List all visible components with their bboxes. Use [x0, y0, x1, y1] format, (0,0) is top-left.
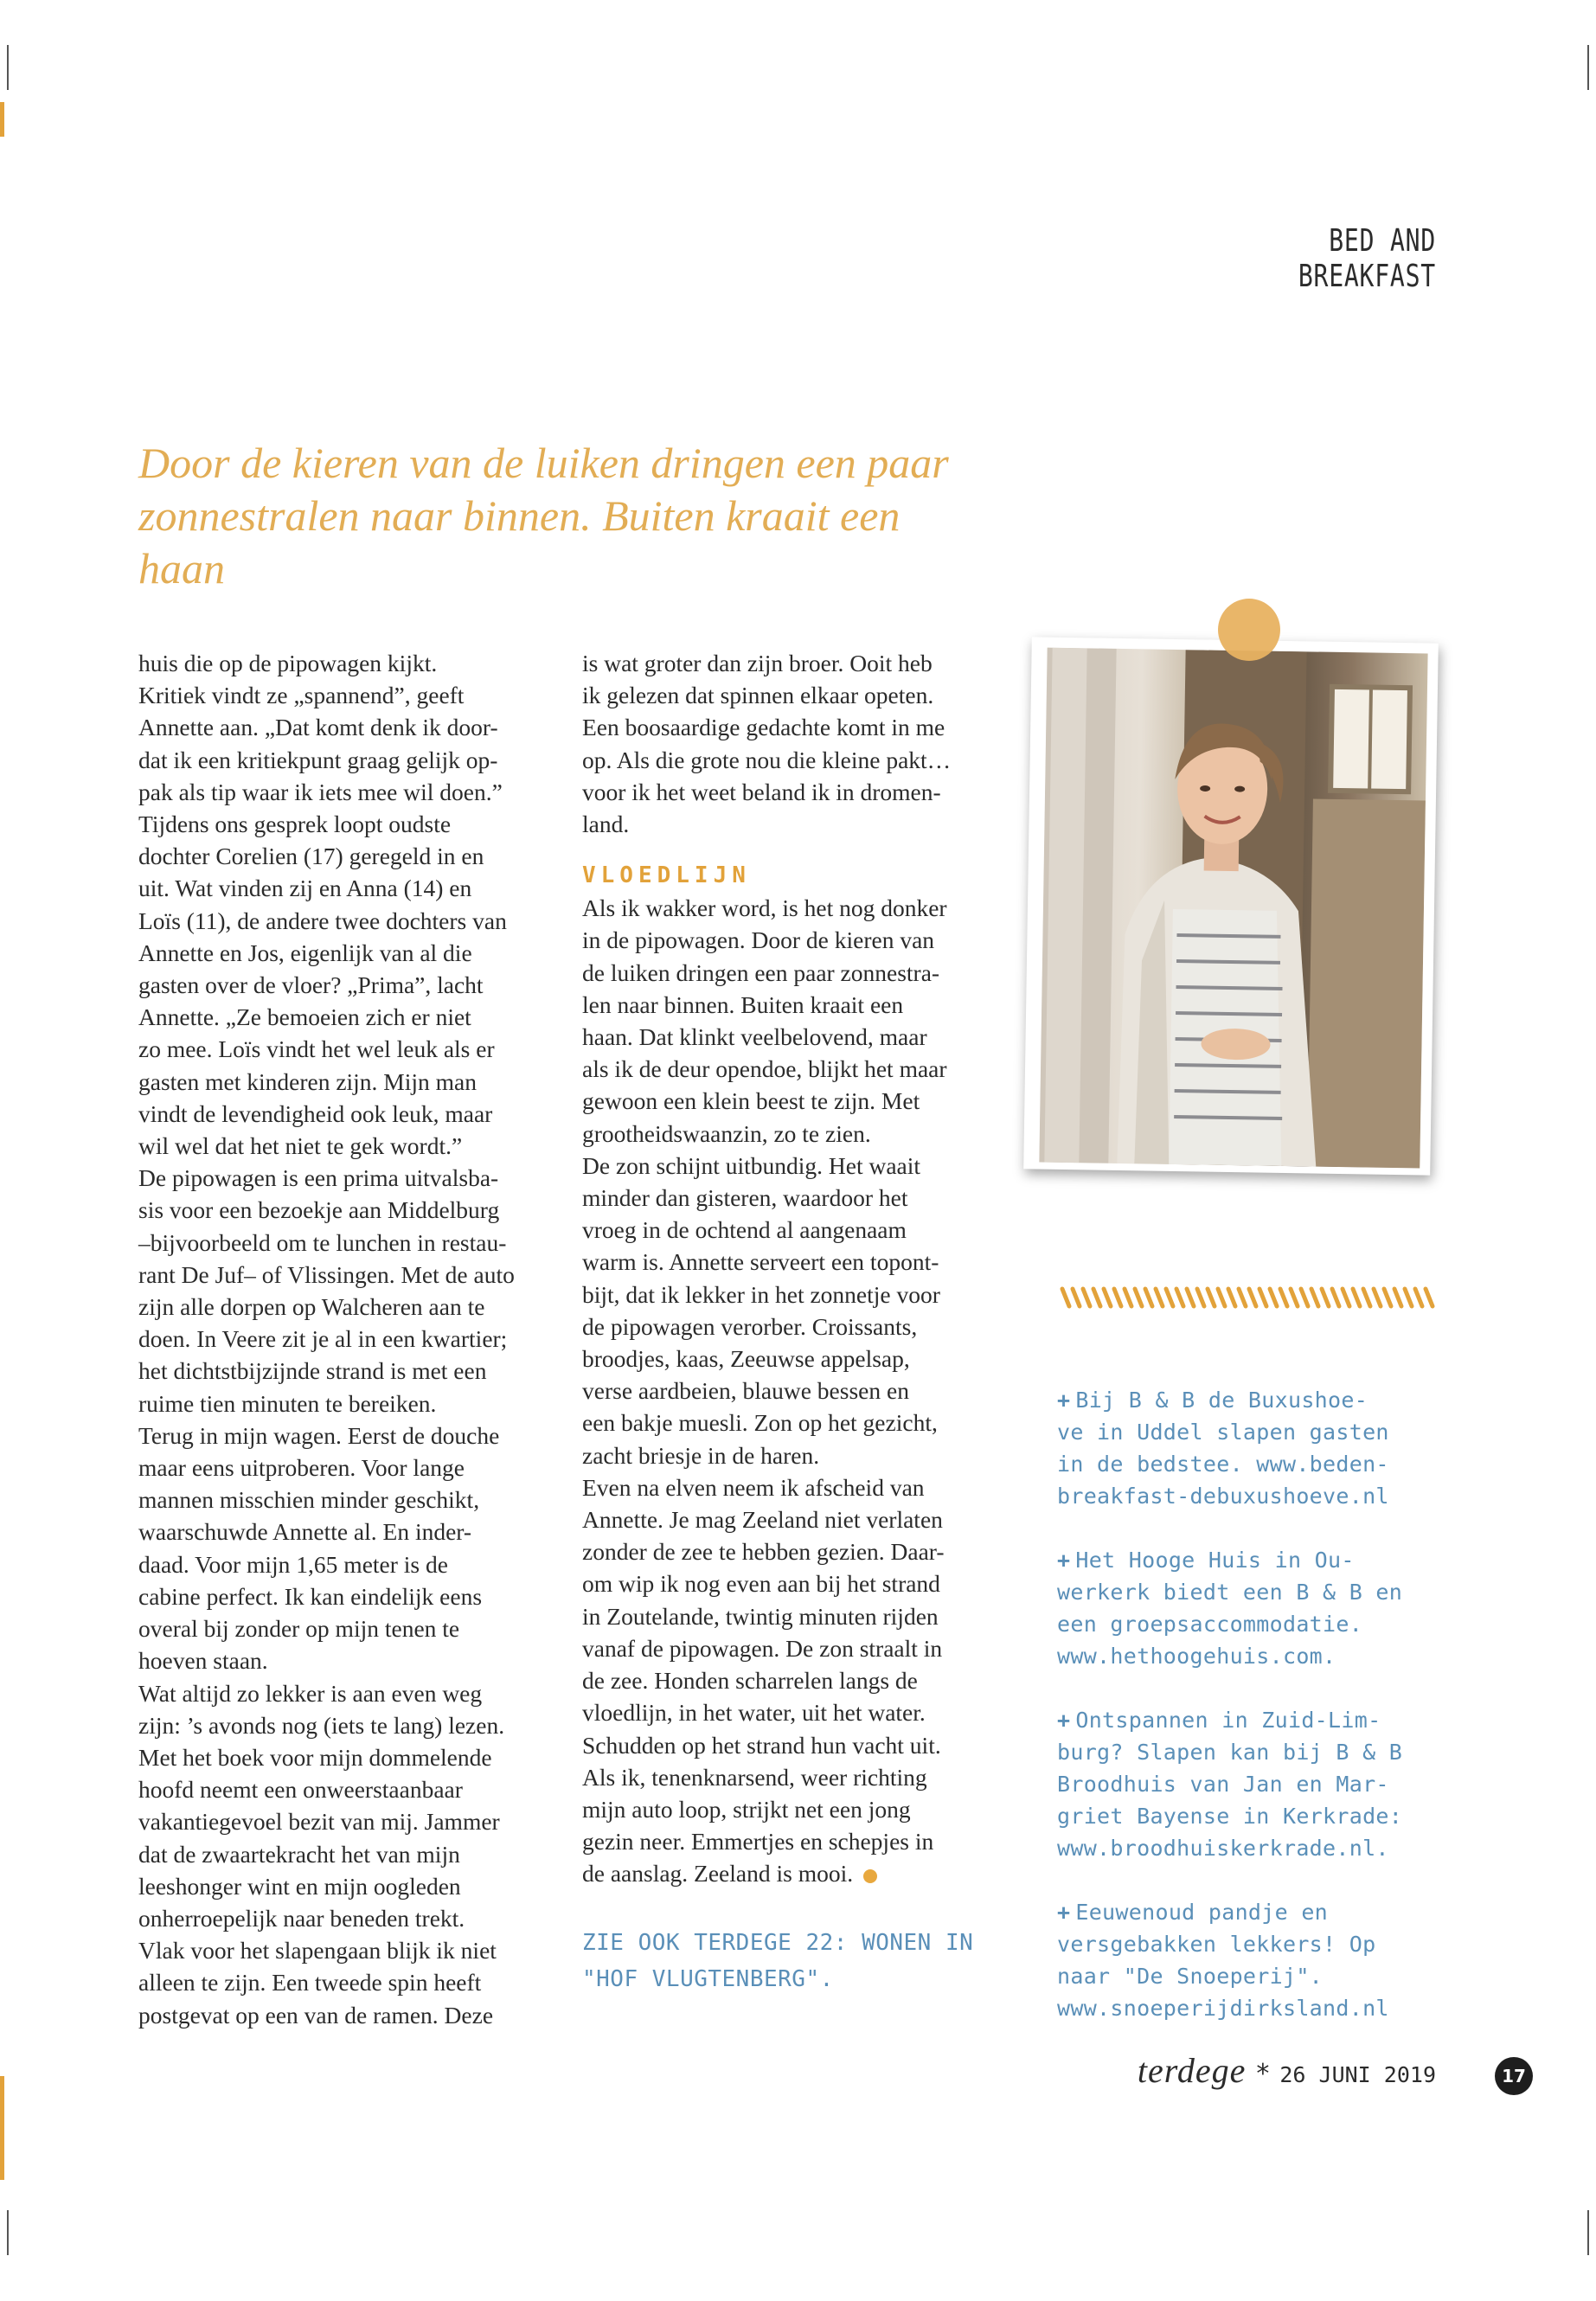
see-also-note: ZIE OOK TERDEGE 22: WONEN IN "HOF VLUGTENBERG".	[582, 1929, 974, 1992]
tips-list	[1057, 1384, 1446, 2056]
crop-mark-top-right	[1587, 45, 1589, 90]
issue-date: 26 JUNI 2019	[1279, 2062, 1436, 2087]
photo-frame	[1023, 637, 1439, 1175]
zigzag-divider-icon	[1057, 1285, 1438, 1311]
tip-item: + Het Hooge Huis in Ou- werkerk biedt een B & B en een groepsaccommodatie. www.hethoogehuis.com.	[1057, 1548, 1403, 1669]
article-column-1	[138, 647, 554, 2031]
footer	[1090, 2050, 1436, 2091]
photo-woman-in-doorway	[1039, 648, 1427, 1169]
article-column-2	[582, 647, 997, 1997]
tip-item: + Ontspannen in Zuid-Lim- burg? Slapen kan bij B & B Broodhuis van Jan en Mar- griet Bayense in Kerkrade: www.broodhuiskerkrade.nl.	[1057, 1708, 1403, 1861]
crop-mark-bottom-right	[1587, 2210, 1589, 2255]
plus-icon: +	[1057, 1900, 1071, 1925]
magazine-brand: terdege	[1137, 2051, 1247, 2090]
pull-quote: Door de kieren van de luiken dringen een paar zonnestralen naar binnen. Buiten kraait een haan	[138, 439, 949, 593]
plus-icon: +	[1057, 1388, 1071, 1413]
tip-item: + Bij B & B de Buxushoe- ve in Uddel slapen gasten in de bedstee. www.beden- breakfast-debuxushoeve.nl	[1057, 1388, 1389, 1509]
photo-illustration	[1039, 648, 1427, 1169]
tip-item: + Eeuwenoud pandje en versgebakken lekkers! Op naar "De Snoeperij". www.snoeperijdirksland.nl	[1057, 1900, 1389, 2021]
bleed-edge-top	[0, 102, 4, 137]
crop-mark-top-left	[7, 45, 9, 90]
star-separator: *	[1256, 2059, 1270, 2089]
page-number: 17	[1495, 2057, 1533, 2095]
photo-pin	[1218, 599, 1280, 661]
section-label: BED AND BREAKFAST	[1298, 223, 1436, 294]
bleed-edge-bottom	[0, 2076, 4, 2180]
plus-icon: +	[1057, 1548, 1071, 1573]
bullet-dot-icon	[863, 1869, 877, 1883]
crop-mark-bottom-left	[7, 2210, 9, 2255]
column-1-text: huis die op de pipowagen kijkt. Kritiek vindt ze „spannend”, geeft Annette aan. „Dat komt denk ik door- dat ik een kritiekpunt graag gelijk op- pak als tip waar ik iets mee wil doen.” Tijdens ons gesprek loopt oudste dochter Corelien (17) geregeld in en uit. Wat vinden zij en Anna (14) en Loïs (11), de andere twee dochters van Annette en Jos, eigenlijk van al die gasten over de vloer? „Prima”, lacht Annette. „Ze bemoeien zich er niet zo mee. Loïs vindt het wel leuk als er gasten met kinderen zijn. Mijn man vindt de levendigheid ook leuk, maar wil wel dat het niet te gek wordt.” De pipowagen is een prima uitvalsba- sis voor een bezoekje aan Middelburg –bijvoorbeeld om te lunchen in restau- rant De Juf– of Vlissingen. Met de auto zijn alle dorpen op Walcheren aan te doen. In Veere zit je al in een kwartier; het dichtstbijzijnde strand is met een ruime tien minuten te bereiken. Terug in mijn wagen. Eerst de douche maar eens uitproberen. Voor lange mannen misschien minder geschikt, waarschuwde Annette al. En inder- daad. Voor mijn 1,65 meter is de cabine perfect. Ik kan eindelijk eens overal bij zonder op mijn tenen te hoeven staan. Wat altijd zo lekker is aan even weg zijn: ’s avonds nog (iets te lang) lezen. Met het boek voor mijn dommelende hoofd neemt een onweerstaanbaar vakantiegevoel bezit van mij. Jammer dat de zwaartekracht het van mijn leeshonger wint en mijn oogleden onherroepelijk naar beneden trekt. Vlak voor het slapengaan blijk ik niet alleen te zijn. Een tweede spin heeft postgevat op een van de ramen. Deze	[138, 650, 515, 2029]
column-2-intro-text: is wat groter dan zijn broer. Ooit heb ik gelezen dat spinnen elkaar opeten. Een boosaardige gedachte komt in me op. Als die grote nou die kleine pakt… voor ik het weet beland ik in dromen- land.	[582, 650, 952, 838]
subhead-vloedlijn: VLOEDLIJN	[582, 862, 751, 889]
plus-icon: +	[1057, 1708, 1071, 1733]
column-2-body-text: Als ik wakker word, is het nog donker in de pipowagen. Door de kieren van de luiken dringen een paar zonnestra- len naar binnen. Buiten kraait een haan. Dat klinkt veelbelovend, maar als ik de deur opendoe, blijkt het maar gewoon een klein beest te zijn. Met grootheidswaanzin, zo te zien. De zon schijnt uitbundig. Het waait minder dan gisteren, waardoor het vroeg in de ochtend al aangenaam warm is. Annette serveert een topont- bijt, dat ik lekker in het zonnetje voor de pipowagen verorber. Croissants, broodjes, kaas, Zeeuwse appelsap, verse aardbeien, blauwe bessen en een bakje muesli. Zon op het gezicht, zacht briesje in de haren. Even na elven neem ik afscheid van Annette. Je mag Zeeland niet verlaten zonder de zee te hebben gezien. Daar- om wip ik nog even aan bij het strand in Zoutelande, twintig minuten rijden vanaf de pipowagen. De zon straalt in de zee. Honden scharrelen langs de vloedlijn, in het water, uit het water. Schudden op het strand hun vacht uit. Als ik, tenenknarsend, weer richting mijn auto loop, strijkt net een jong gezin neer. Emmertjes en schepjes in de aanslag. Zeeland is mooi.	[582, 894, 947, 1888]
